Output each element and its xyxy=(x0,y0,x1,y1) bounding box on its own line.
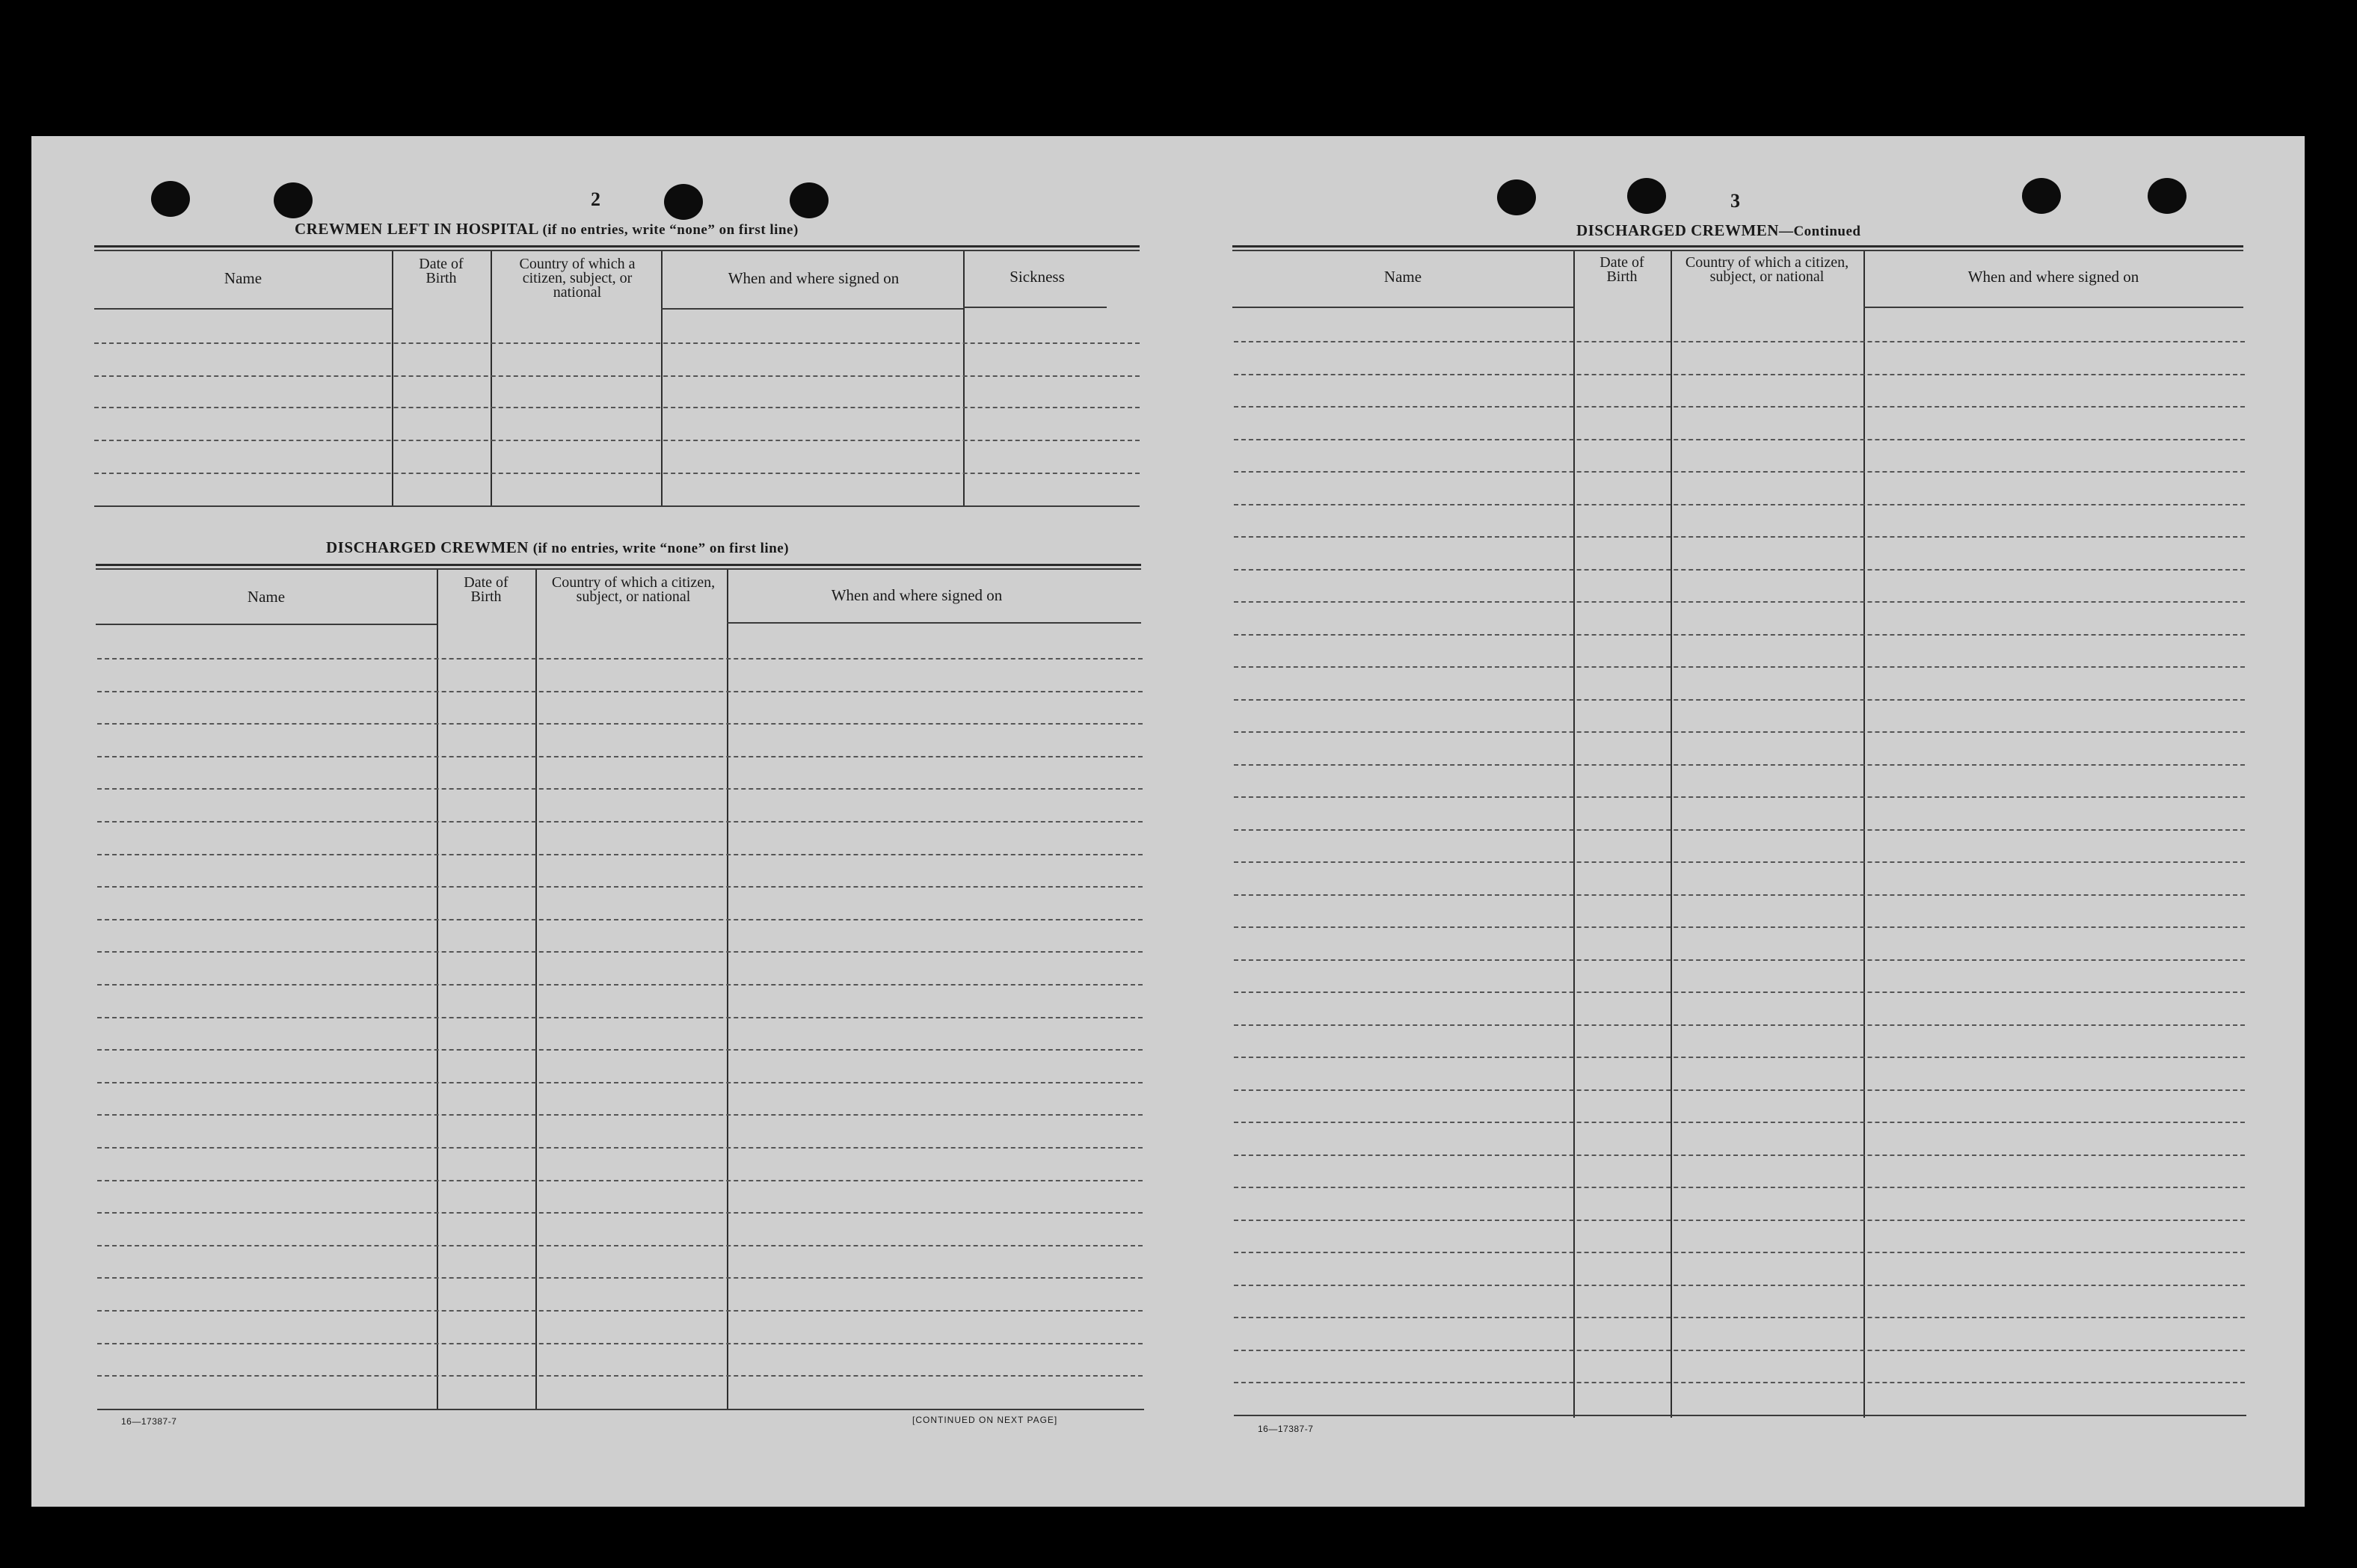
punch-hole xyxy=(2148,178,2187,214)
entry-line[interactable] xyxy=(97,723,1143,725)
table-bottom-rule xyxy=(94,505,1140,507)
entry-line[interactable] xyxy=(94,473,1140,474)
column-header-signed-on: When and where signed on xyxy=(728,269,900,287)
entry-line[interactable] xyxy=(94,407,1140,408)
column-header-name: Name xyxy=(224,269,262,287)
column-header-country: Country of which a citizen, subject, or national xyxy=(519,256,636,301)
entry-line[interactable] xyxy=(1234,601,2245,603)
column-divider xyxy=(1863,251,1865,1418)
column-divider xyxy=(661,251,663,505)
punch-hole xyxy=(1497,179,1536,215)
entry-line[interactable] xyxy=(97,1375,1143,1377)
entry-line[interactable] xyxy=(94,342,1140,344)
header-rule xyxy=(96,568,1141,570)
entry-line[interactable] xyxy=(1234,666,2245,668)
section-title-discharged xyxy=(326,538,789,557)
entry-line[interactable] xyxy=(97,756,1143,757)
column-divider xyxy=(1573,251,1575,1418)
punch-hole xyxy=(1627,178,1666,214)
column-header-country: Country of which a citizen, subject, or national xyxy=(1685,254,1849,285)
punch-hole xyxy=(274,182,313,218)
entry-line[interactable] xyxy=(97,1082,1143,1083)
header-bottom-rule xyxy=(96,624,437,625)
entry-line[interactable] xyxy=(97,1245,1143,1246)
entry-line[interactable] xyxy=(97,1180,1143,1181)
column-divider xyxy=(392,251,393,505)
entry-line[interactable] xyxy=(1234,471,2245,473)
entry-line[interactable] xyxy=(1234,504,2245,505)
entry-line[interactable] xyxy=(97,1343,1143,1344)
column-header-sickness: Sickness xyxy=(1010,268,1065,286)
header-rule xyxy=(94,250,1140,251)
entry-line[interactable] xyxy=(94,440,1140,441)
entry-line[interactable] xyxy=(97,1212,1143,1214)
entry-line[interactable] xyxy=(1234,1155,2245,1156)
entry-line[interactable] xyxy=(1234,1252,2245,1253)
entry-line[interactable] xyxy=(97,691,1143,692)
entry-line[interactable] xyxy=(1234,861,2245,863)
table-bottom-rule xyxy=(1234,1415,2246,1416)
column-header-signed-on: When and where signed on xyxy=(831,586,1003,604)
section-title-text: CREWMEN LEFT IN HOSPITAL xyxy=(295,220,538,238)
column-header-name: Name xyxy=(247,588,286,606)
header-rule xyxy=(94,245,1140,248)
entry-line[interactable] xyxy=(1234,894,2245,896)
entry-line[interactable] xyxy=(1234,1024,2245,1026)
entry-line[interactable] xyxy=(1234,991,2245,993)
column-header-country: Country of which a citizen, subject, or national xyxy=(551,574,716,605)
column-header-signed-on: When and where signed on xyxy=(1967,268,2139,286)
entry-line[interactable] xyxy=(1234,1382,2245,1383)
entry-line[interactable] xyxy=(1234,926,2245,928)
entry-line[interactable] xyxy=(1234,1057,2245,1058)
entry-line[interactable] xyxy=(97,984,1143,986)
entry-line[interactable] xyxy=(97,1114,1143,1116)
entry-line[interactable] xyxy=(1234,536,2245,538)
entry-line[interactable] xyxy=(97,886,1143,888)
page-number: 2 xyxy=(591,188,600,210)
entry-line[interactable] xyxy=(94,375,1140,377)
header-bottom-rule xyxy=(661,308,963,310)
column-header-dob: Date of Birth xyxy=(464,574,508,605)
section-note: (if no entries, write “none” on first line) xyxy=(542,222,799,238)
entry-line[interactable] xyxy=(1234,1122,2245,1123)
entry-line[interactable] xyxy=(97,1310,1143,1312)
header-bottom-rule xyxy=(1232,307,1573,308)
section-title-text: DISCHARGED CREWMEN xyxy=(1576,221,1779,239)
column-divider xyxy=(535,570,537,1409)
form-sheet xyxy=(31,136,2305,1507)
entry-line[interactable] xyxy=(1234,374,2245,375)
header-bottom-rule xyxy=(963,307,1107,308)
entry-line[interactable] xyxy=(1234,341,2245,342)
column-divider xyxy=(437,570,438,1409)
entry-line[interactable] xyxy=(97,1147,1143,1149)
entry-line[interactable] xyxy=(1234,829,2245,831)
entry-line[interactable] xyxy=(97,919,1143,920)
header-bottom-rule xyxy=(94,308,392,310)
section-title-hospital xyxy=(295,220,799,239)
section-note: —Continued xyxy=(1778,224,1861,239)
column-divider xyxy=(963,251,965,505)
entry-line[interactable] xyxy=(1234,959,2245,961)
form-code: 16—17387-7 xyxy=(121,1416,177,1427)
punch-hole xyxy=(151,181,190,217)
entry-line[interactable] xyxy=(1234,1350,2245,1351)
punch-hole xyxy=(2022,178,2061,214)
page-number: 3 xyxy=(1730,190,1740,212)
section-title-text: DISCHARGED CREWMEN xyxy=(326,538,529,556)
entry-line[interactable] xyxy=(1234,1285,2245,1286)
table-bottom-rule xyxy=(97,1409,1144,1410)
entry-line[interactable] xyxy=(1234,439,2245,440)
entry-line[interactable] xyxy=(1234,1317,2245,1318)
entry-line[interactable] xyxy=(97,1277,1143,1279)
entry-line[interactable] xyxy=(97,788,1143,790)
column-divider xyxy=(727,570,728,1409)
entry-line[interactable] xyxy=(1234,569,2245,571)
header-rule xyxy=(1232,245,2243,248)
punch-hole xyxy=(790,182,829,218)
section-title-discharged-continued xyxy=(1576,221,1860,240)
header-rule xyxy=(1232,250,2243,251)
section-note: (if no entries, write “none” on first line) xyxy=(532,541,790,556)
entry-line[interactable] xyxy=(1234,764,2245,766)
continued-note: [CONTINUED ON NEXT PAGE] xyxy=(912,1415,1058,1425)
entry-line[interactable] xyxy=(97,658,1143,660)
header-bottom-rule xyxy=(727,622,1141,624)
column-divider xyxy=(1671,251,1672,1418)
punch-hole xyxy=(664,184,703,220)
entry-line[interactable] xyxy=(1234,731,2245,733)
entry-line[interactable] xyxy=(97,1017,1143,1018)
entry-line[interactable] xyxy=(97,821,1143,823)
entry-line[interactable] xyxy=(1234,634,2245,636)
entry-line[interactable] xyxy=(97,1049,1143,1051)
entry-line[interactable] xyxy=(1234,406,2245,408)
entry-line[interactable] xyxy=(97,951,1143,953)
entry-line[interactable] xyxy=(1234,796,2245,798)
form-code: 16—17387-7 xyxy=(1258,1424,1314,1434)
entry-line[interactable] xyxy=(1234,1187,2245,1188)
column-divider xyxy=(491,251,492,505)
column-header-dob: Date of Birth xyxy=(419,256,464,286)
entry-line[interactable] xyxy=(1234,699,2245,701)
entry-line[interactable] xyxy=(1234,1220,2245,1221)
header-bottom-rule xyxy=(1863,307,2243,308)
column-header-dob: Date of Birth xyxy=(1599,254,1644,285)
entry-line[interactable] xyxy=(1234,1089,2245,1091)
header-rule xyxy=(96,564,1141,566)
entry-line[interactable] xyxy=(97,854,1143,855)
column-header-name: Name xyxy=(1383,268,1422,286)
